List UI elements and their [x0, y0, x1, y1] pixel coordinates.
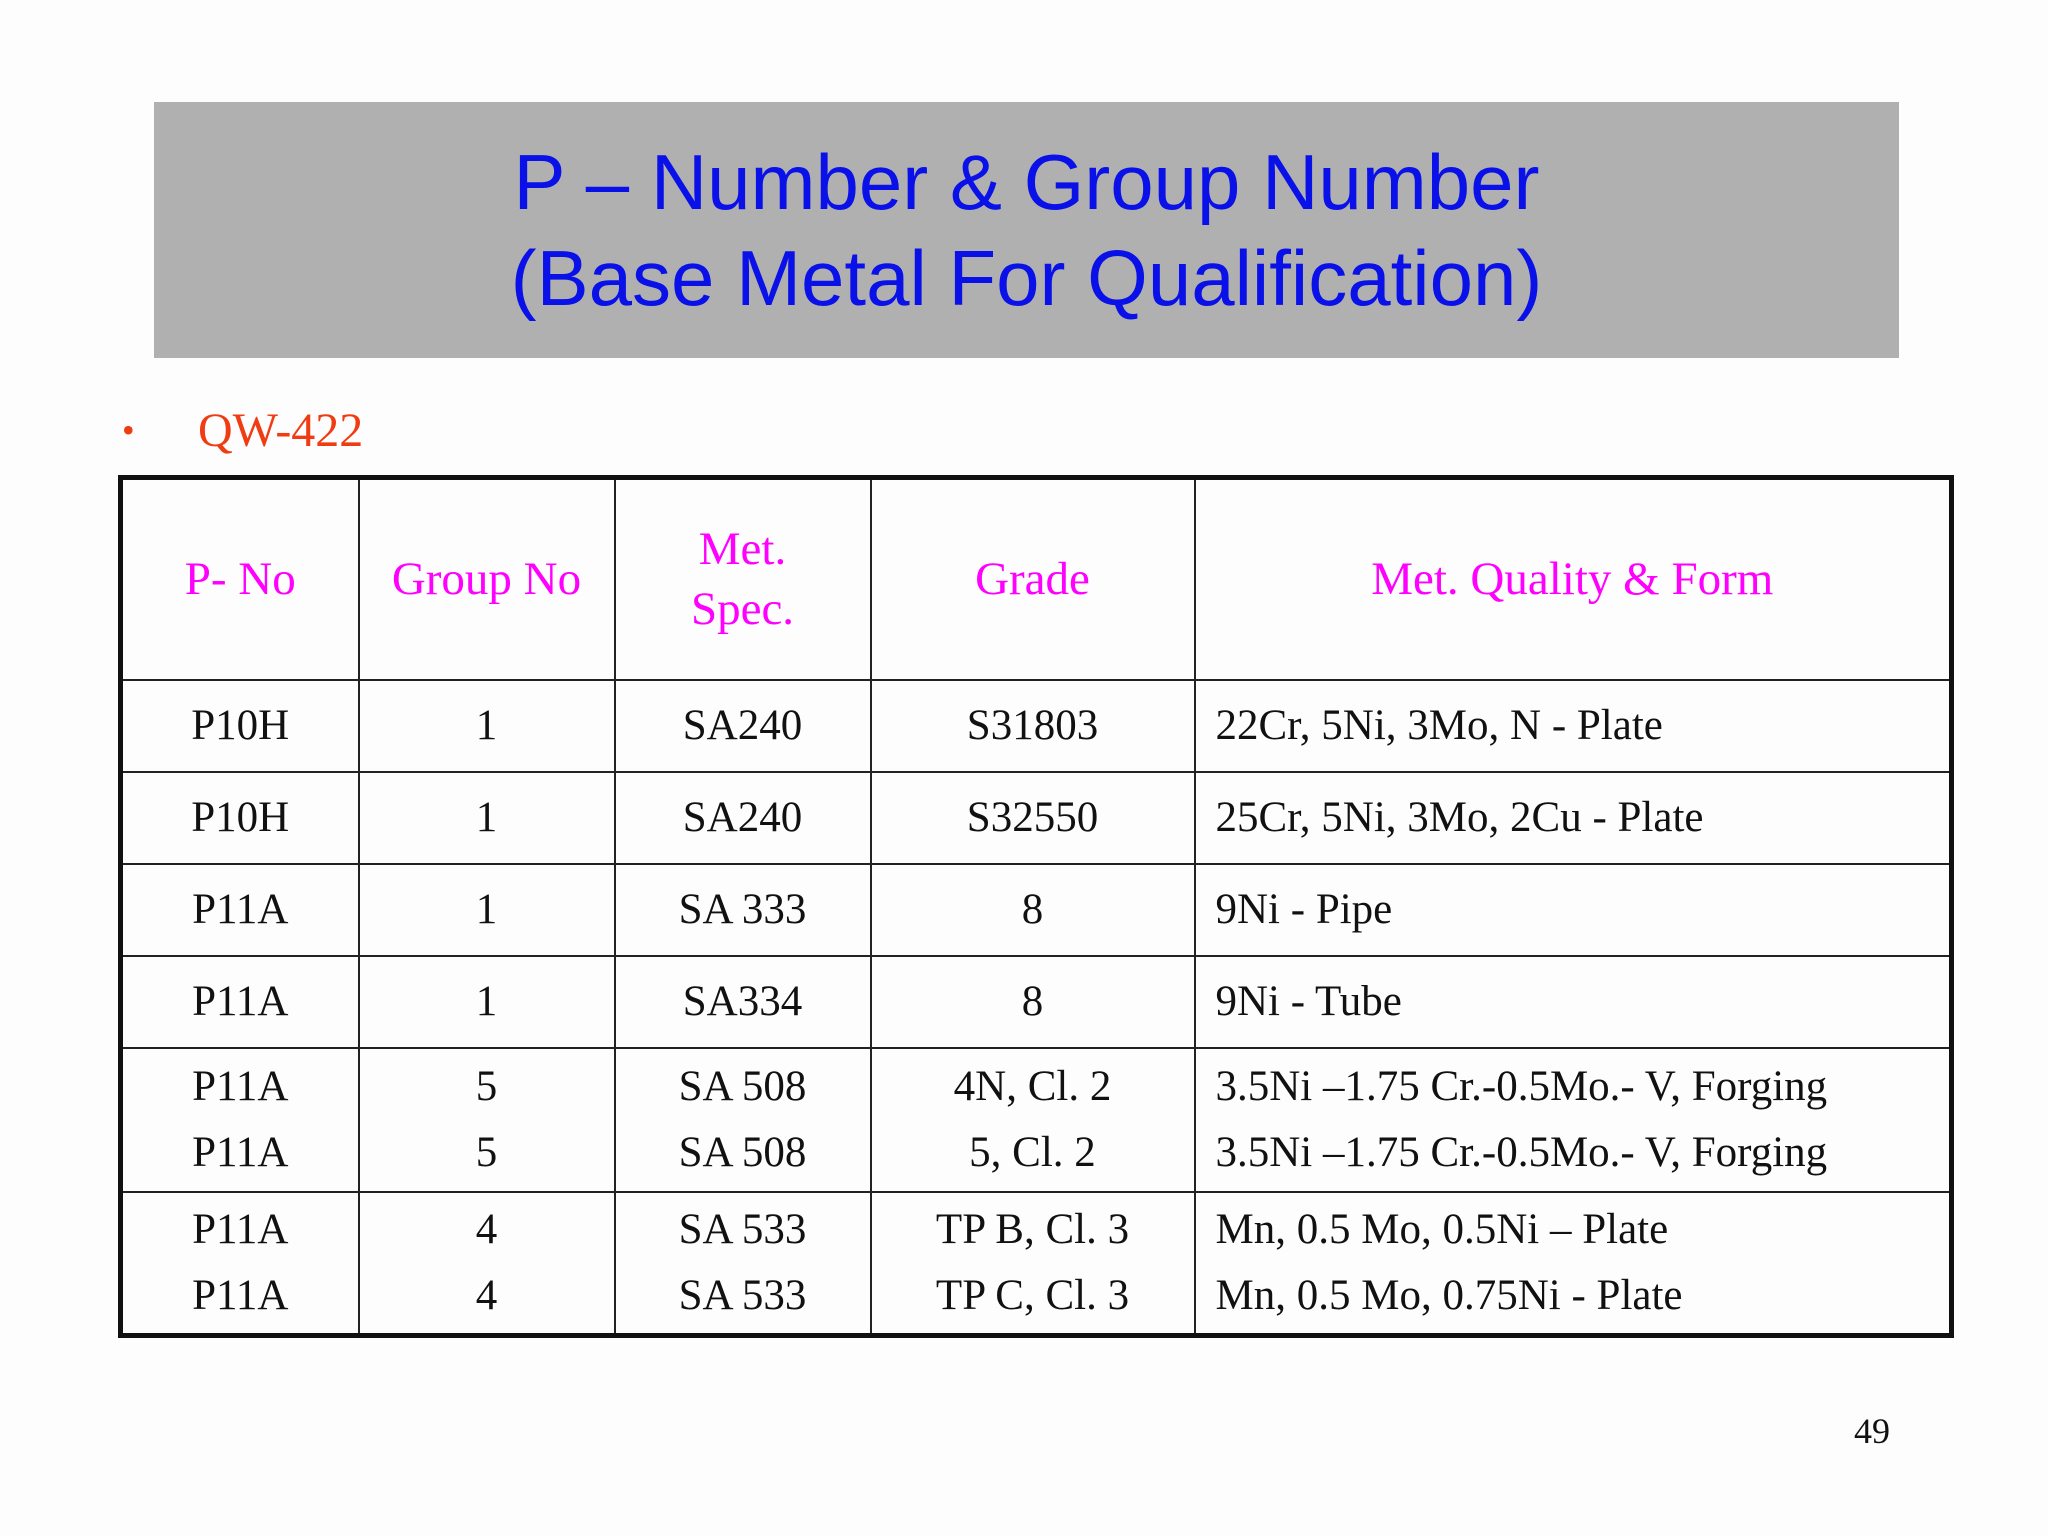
cell-text: P11A	[192, 977, 289, 1025]
cell-p-no	[121, 1048, 359, 1192]
cell-group-no	[359, 772, 615, 864]
cell-grade	[871, 1048, 1195, 1192]
bullet-dot-icon: •	[122, 410, 135, 450]
header-met-quality-form: Met. Quality & Form	[1195, 478, 1952, 680]
cell-p-no	[121, 680, 359, 772]
cell-met-spec	[615, 1192, 871, 1336]
cell-text: 4N, Cl. 2	[953, 1062, 1112, 1110]
cell-text: P11A	[192, 1205, 289, 1253]
header-group-no: Group No	[359, 478, 615, 680]
table-row	[121, 772, 1952, 864]
table-row	[121, 680, 1952, 772]
cell-text: TP B, Cl. 3	[935, 1205, 1130, 1253]
cell-met-spec	[615, 680, 871, 772]
cell-grade	[871, 864, 1195, 956]
cell-text: TP C, Cl. 3	[935, 1271, 1130, 1319]
cell-quality	[1195, 1048, 1952, 1192]
cell-text: Mn, 0.5 Mo, 0.75Ni - Plate	[1215, 1271, 1683, 1319]
cell-text: SA 508	[678, 1062, 807, 1110]
cell-text: 5	[475, 1062, 498, 1110]
cell-text: 9Ni - Pipe	[1215, 885, 1393, 933]
page-number: 49	[1854, 1411, 1890, 1451]
title-banner	[154, 102, 1899, 358]
cell-p-no	[121, 772, 359, 864]
cell-quality	[1195, 772, 1952, 864]
cell-p-no	[121, 864, 359, 956]
cell-text: 4	[475, 1271, 498, 1319]
cell-group-no	[359, 864, 615, 956]
cell-text: 8	[1021, 885, 1044, 933]
header-met-spec	[615, 478, 871, 680]
cell-group-no	[359, 680, 615, 772]
cell-text: SA 533	[678, 1205, 807, 1253]
cell-text: P11A	[192, 885, 289, 933]
table-row	[121, 864, 1952, 956]
header-met-spec-line-2: Spec.	[690, 583, 795, 636]
cell-text: P11A	[192, 1128, 289, 1176]
cell-text: 8	[1021, 977, 1044, 1025]
cell-text: P11A	[192, 1062, 289, 1110]
cell-met-spec	[615, 864, 871, 956]
cell-text: 1	[475, 701, 498, 749]
cell-text: SA 533	[678, 1271, 807, 1319]
cell-text: 3.5Ni –1.75 Cr.-0.5Mo.- V, Forging	[1215, 1062, 1828, 1110]
bullet-text: QW-422	[198, 403, 364, 457]
cell-quality	[1195, 680, 1952, 772]
cell-text: 1	[475, 885, 498, 933]
p-number-table	[118, 475, 1954, 1338]
bullet-item	[122, 400, 363, 460]
cell-quality	[1195, 864, 1952, 956]
title-line-1: P – Number & Group Number	[513, 138, 1540, 226]
cell-p-no	[121, 956, 359, 1048]
header-grade: Grade	[871, 478, 1195, 680]
cell-text: SA 333	[678, 885, 807, 933]
cell-text: 5	[475, 1128, 498, 1176]
cell-text: SA240	[682, 701, 803, 749]
cell-grade	[871, 772, 1195, 864]
table-row	[121, 1192, 1952, 1336]
cell-text: 1	[475, 977, 498, 1025]
header-met-spec-line-1: Met.	[698, 523, 787, 576]
cell-text: P10H	[191, 701, 290, 749]
table-row	[121, 1048, 1952, 1192]
cell-text: 25Cr, 5Ni, 3Mo, 2Cu - Plate	[1215, 793, 1704, 841]
cell-text: 5, Cl. 2	[969, 1128, 1096, 1176]
cell-text: SA334	[682, 977, 803, 1025]
cell-quality	[1195, 1192, 1952, 1336]
cell-text: SA 508	[678, 1128, 807, 1176]
table-header-row	[121, 478, 1952, 680]
cell-group-no	[359, 1048, 615, 1192]
table-row	[121, 956, 1952, 1048]
cell-text: 9Ni - Tube	[1215, 977, 1402, 1025]
cell-text: 4	[475, 1205, 498, 1253]
cell-text: P10H	[191, 793, 290, 841]
cell-text: S32550	[966, 793, 1099, 841]
cell-text: P11A	[192, 1271, 289, 1319]
header-p-no: P- No	[121, 478, 359, 680]
cell-p-no	[121, 1192, 359, 1336]
cell-met-spec	[615, 956, 871, 1048]
cell-text: S31803	[966, 701, 1099, 749]
cell-grade	[871, 1192, 1195, 1336]
cell-met-spec	[615, 1048, 871, 1192]
cell-text: SA240	[682, 793, 803, 841]
cell-quality	[1195, 956, 1952, 1048]
cell-met-spec	[615, 772, 871, 864]
cell-text: 1	[475, 793, 498, 841]
cell-grade	[871, 956, 1195, 1048]
title-line-2: (Base Metal For Qualification)	[510, 234, 1543, 322]
cell-text: 22Cr, 5Ni, 3Mo, N - Plate	[1215, 701, 1663, 749]
cell-text: 3.5Ni –1.75 Cr.-0.5Mo.- V, Forging	[1215, 1128, 1828, 1176]
cell-group-no	[359, 956, 615, 1048]
cell-grade	[871, 680, 1195, 772]
cell-text: Mn, 0.5 Mo, 0.5Ni – Plate	[1215, 1205, 1669, 1253]
cell-group-no	[359, 1192, 615, 1336]
